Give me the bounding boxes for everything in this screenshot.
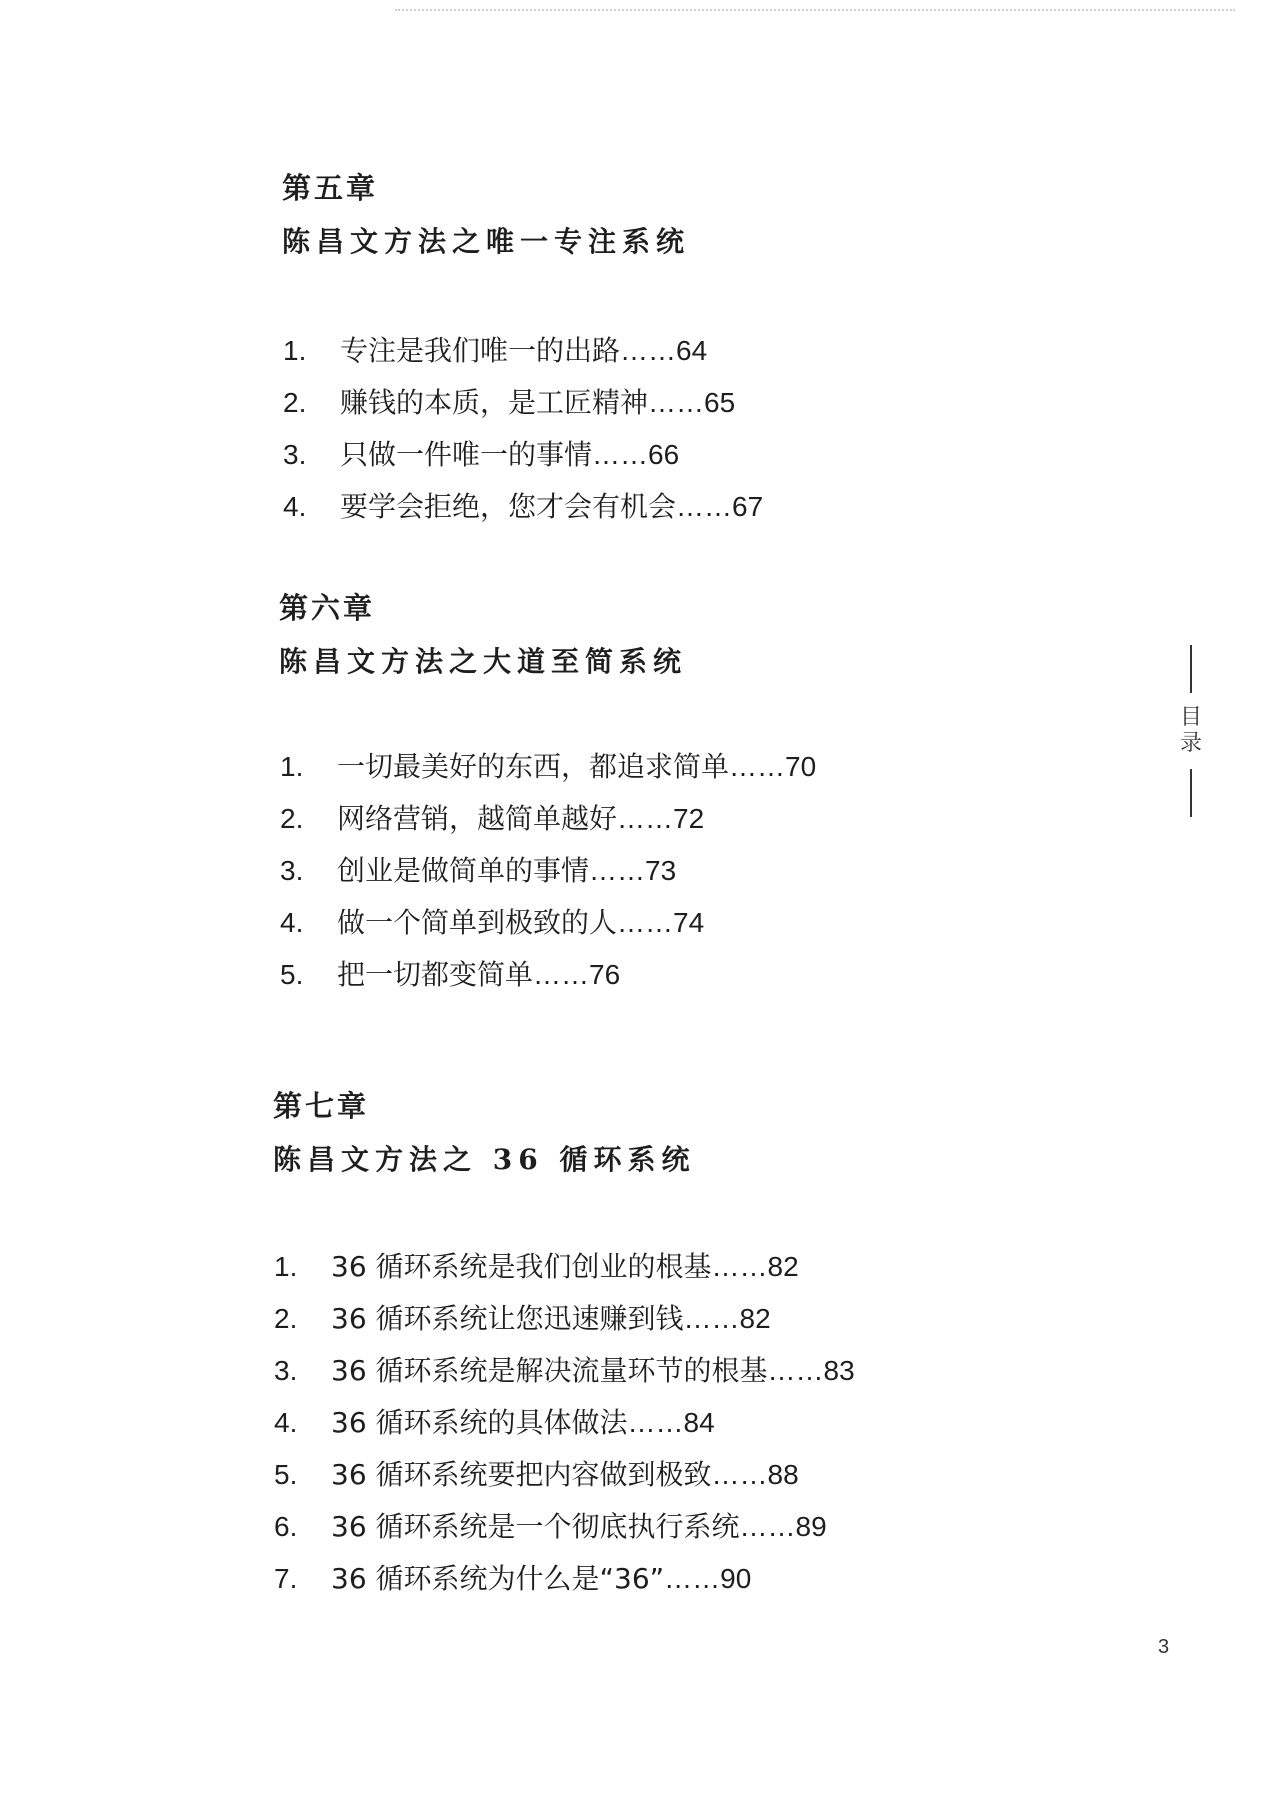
toc-item-title: 创业是做简单的事情 — [337, 854, 590, 887]
toc-item-number: 6. — [274, 1511, 298, 1542]
toc-item-number: 1. — [280, 751, 304, 782]
toc-item-number: 1. — [283, 335, 307, 366]
toc-page-number: 84 — [683, 1407, 715, 1438]
toc-page-number: 88 — [767, 1459, 799, 1490]
toc-item-number: 4. — [274, 1407, 298, 1438]
toc-item-title: 36 循环系统为什么是“36” — [331, 1562, 665, 1595]
toc-dot-leader: …… — [620, 335, 677, 366]
toc-dot-leader: …… — [676, 491, 733, 522]
toc-dot-leader: …… — [767, 1355, 824, 1386]
side-tab-rule-bottom — [1190, 769, 1192, 817]
side-tab-char: 录 — [1179, 731, 1202, 756]
toc-item-title: 赚钱的本质，是工匠精神 — [340, 386, 649, 419]
toc-dot-leader: …… — [617, 907, 674, 938]
toc-item-number: 2. — [283, 387, 307, 418]
toc-item-title: 只做一件唯一的事情 — [340, 438, 593, 471]
toc-item-number: 1. — [274, 1251, 298, 1282]
toc-item-title: 要学会拒绝，您才会有机会 — [340, 490, 677, 523]
toc-page-number: 90 — [720, 1563, 752, 1594]
toc-item-title: 一切最美好的东西，都追求简单 — [337, 750, 730, 783]
toc-item-title: 36 循环系统要把内容做到极致 — [331, 1458, 712, 1491]
chapter-5-heading — [282, 168, 690, 262]
chapter-7-heading — [273, 1086, 695, 1180]
side-tab-rule-top — [1190, 645, 1192, 693]
toc-item-number: 4. — [280, 907, 304, 938]
toc-item-title: 把一切都变简单 — [337, 958, 534, 991]
toc-item-title: 网络营销，越简单越好 — [337, 802, 618, 835]
chapter-label: 第六章 — [279, 591, 376, 625]
toc-item-number: 3. — [280, 855, 304, 886]
toc-page-number: 65 — [704, 387, 736, 418]
chapter-title: 陈昌文方法之大道至简系统 — [279, 645, 688, 678]
toc-item-number: 2. — [274, 1303, 298, 1334]
toc-dot-leader: …… — [533, 959, 590, 990]
toc-item-title: 36 循环系统是一个彻底执行系统 — [331, 1510, 740, 1543]
toc-dot-leader: …… — [711, 1459, 768, 1490]
toc-dot-leader: …… — [592, 439, 649, 470]
chapter-title: 陈昌文方法之唯一专注系统 — [282, 225, 691, 258]
side-section-tab — [1178, 645, 1204, 817]
toc-item-title: 36 循环系统的具体做法 — [331, 1406, 628, 1439]
toc-item-title: 做一个简单到极致的人 — [337, 906, 618, 939]
toc-page-number: 70 — [785, 751, 817, 782]
toc-dot-leader: …… — [617, 803, 674, 834]
toc-dot-leader: …… — [648, 387, 705, 418]
toc-page-number: 67 — [732, 491, 764, 522]
toc-item-number: 5. — [280, 959, 304, 990]
side-tab-char: 目 — [1179, 705, 1202, 730]
toc-dot-leader: …… — [683, 1303, 740, 1334]
toc-item-number: 4. — [283, 491, 307, 522]
toc-item-number: 3. — [283, 439, 307, 470]
toc-page-number: 73 — [645, 855, 677, 886]
toc-dot-leader: …… — [664, 1563, 721, 1594]
chapter-label: 第七章 — [273, 1089, 370, 1123]
toc-page-number: 83 — [823, 1355, 855, 1386]
toc-item-number: 7. — [274, 1563, 298, 1594]
top-dotted-rule — [395, 9, 1235, 11]
toc-page-number: 72 — [673, 803, 705, 834]
toc-item-title: 专注是我们唯一的出路 — [340, 334, 621, 367]
toc-dot-leader: …… — [711, 1251, 768, 1282]
toc-item-title: 36 循环系统是解决流量环节的根基 — [331, 1354, 768, 1387]
toc-item-number: 2. — [280, 803, 304, 834]
toc-dot-leader: …… — [739, 1511, 796, 1542]
toc-page-number: 76 — [589, 959, 621, 990]
toc-dot-leader: …… — [589, 855, 646, 886]
toc-page-number: 89 — [795, 1511, 827, 1542]
toc-item-number: 5. — [274, 1459, 298, 1490]
chapter-title: 陈昌文方法之 36 循环系统 — [273, 1143, 696, 1176]
toc-item-title: 36 循环系统是我们创业的根基 — [331, 1250, 712, 1283]
toc-dot-leader: …… — [729, 751, 786, 782]
toc-page-number: 82 — [767, 1251, 799, 1282]
toc-page-number: 82 — [739, 1303, 771, 1334]
chapter-6-heading — [279, 588, 687, 682]
toc-item-number: 3. — [274, 1355, 298, 1386]
page-number: 3 — [1158, 1636, 1170, 1658]
toc-page-number: 74 — [673, 907, 705, 938]
toc-item-title: 36 循环系统让您迅速赚到钱 — [331, 1302, 684, 1335]
chapter-label: 第五章 — [282, 171, 379, 205]
toc-page-number: 66 — [648, 439, 680, 470]
toc-dot-leader: …… — [627, 1407, 684, 1438]
toc-page-number: 64 — [676, 335, 708, 366]
